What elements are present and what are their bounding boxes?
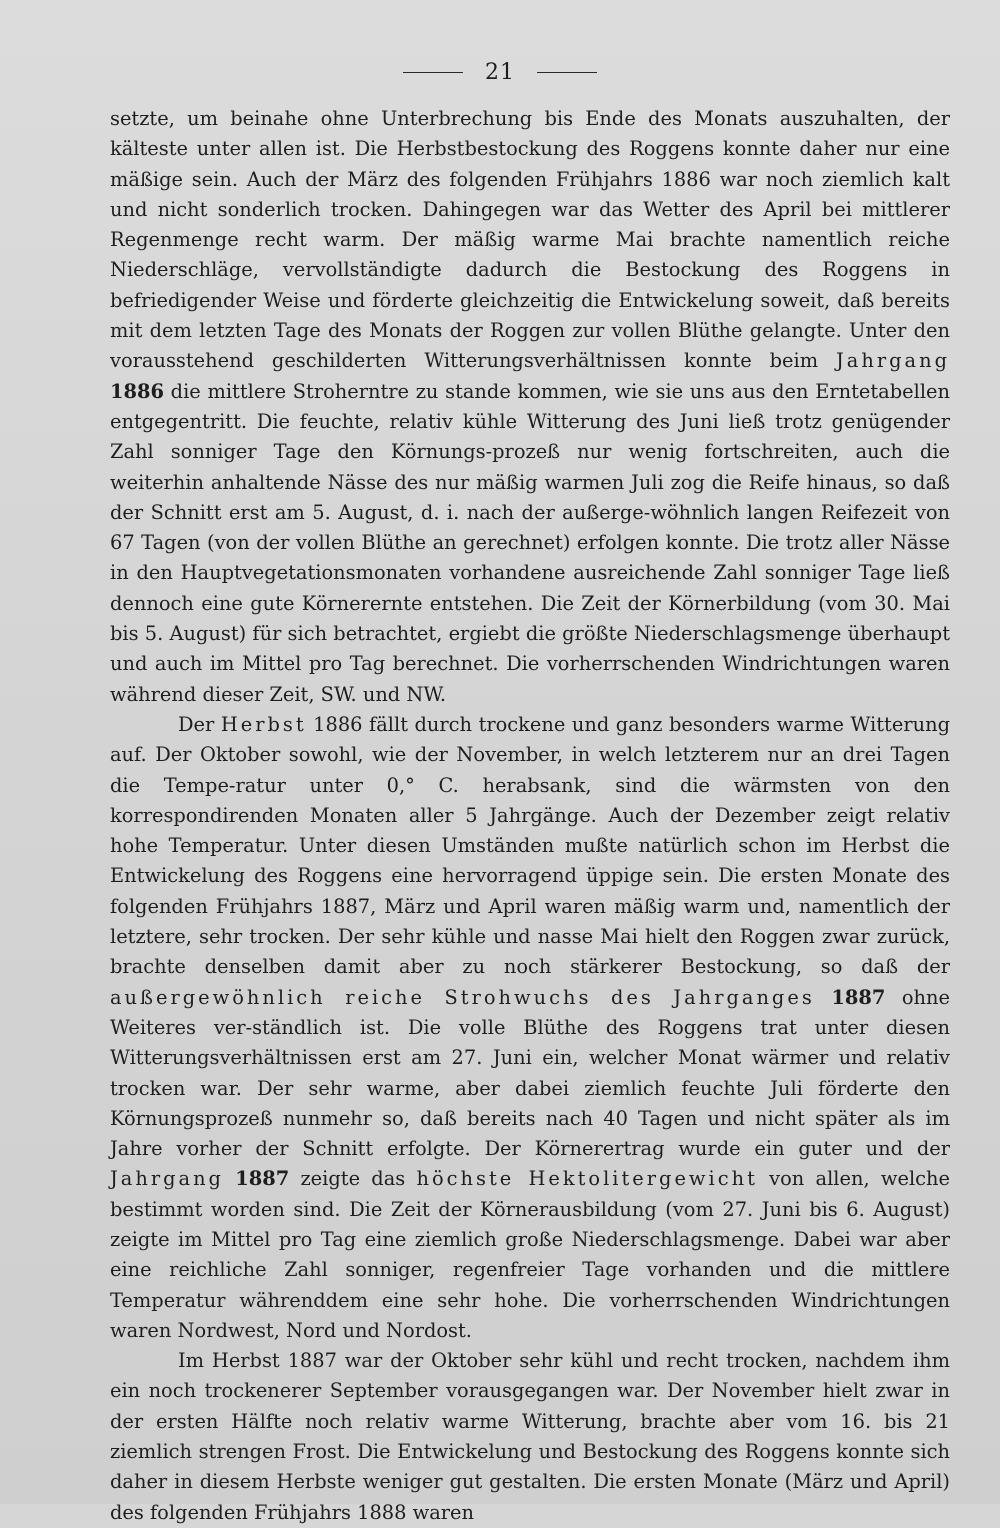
header-rule-right — [537, 72, 597, 73]
text-run: von allen, welche bestimmt worden sind. Die Zeit der Körnerausbildung (vom 27. Juni bis 6. August) zeigte im Mittel pro Tag eine ziemlich große Niederschlagsmenge. Dabei war aber eine reichliche Zahl sonniger, regenfreier Tage vorhanden und die mittlere Temperatur währenddem eine sehr hohe. Die vorherrschenden Windrichtungen waren Nordwest, Nord und Nordost. — [110, 1167, 950, 1342]
bold-text: 1886 — [110, 379, 164, 403]
paragraph — [110, 104, 950, 710]
paragraph — [110, 1346, 950, 1528]
body-text — [110, 104, 950, 1528]
header-rule-left — [403, 72, 463, 73]
text-run: setzte, um beinahe ohne Unterbrechung bis Ende des Monats auszuhalten, der kälteste unter allen ist. Die Herbstbestockung des Roggens konnte daher nur eine mäßige sein. Auch der März des folgenden Frühjahrs 1886 war noch ziemlich kalt und nicht sonderlich trocken. Dahingegen war das Wetter des April bei mittlerer Regenmenge recht warm. Der mäßig warme Mai brachte namentlich reiche Niederschläge, vervollständigte dadurch die Bestockung des Roggens in befriedigender Weise und förderte gleichzeitig die Entwickelung soweit, daß bereits mit dem letzten Tage des Monats der Roggen zur vollen Blüthe gelangte. Unter den vorausstehend geschilderten Witterungsverhältnissen konnte beim — [110, 107, 950, 373]
text-run: zeigte das — [289, 1167, 417, 1191]
bold-text: 1887 — [235, 1167, 290, 1191]
bold-text: 1887 — [831, 985, 886, 1009]
spaced-text: außergewöhnlich reiche Strohwuchs des Jahrganges — [110, 985, 815, 1009]
text-run: die mittlere Stroherntre zu stande kommen, wie sie uns aus den Erntetabellen entgegentritt. Die feuchte, relativ kühle Witterung des Juni ließ trotz genügender Zahl sonniger Tage den Körnungs-prozeß nur wenig fortschreiten, auch die weiterhin anhaltende Nässe des nur mäßig warmen Juli zog die Reife hinaus, so daß der Schnitt erst am 5. August, d. i. nach der außerge-wöhnlich langen Reifezeit von 67 Tagen (von der vollen Blüthe an gerechnet) erfolgen konnte. Die trotz aller Nässe in den Hauptvegetationsmonaten vorhandene ausreichende Zahl sonniger Tage ließ dennoch eine gute Körnerernte entstehen. Die Zeit der Körnerbildung (vom 30. Mai bis 5. August) für sich betrachtet, ergiebt die größte Niederschlagsmenge überhaupt und auch im Mittel pro Tag berechnet. Die vorherrschenden Windrichtungen waren während dieser Zeit, SW. und NW. — [110, 379, 950, 706]
text-run — [224, 1167, 235, 1190]
text-run — [815, 986, 832, 1009]
page-header — [0, 56, 1000, 88]
spaced-text: Herbst — [220, 712, 307, 736]
spaced-text: Jahrgang — [110, 1167, 224, 1191]
spaced-text: Jahrgang — [836, 349, 950, 373]
page-number: 21 — [485, 59, 515, 85]
text-run: Der — [178, 712, 221, 736]
paragraph — [110, 710, 950, 1346]
text-run: Im Herbst 1887 war der Oktober sehr kühl und recht trocken, nachdem ihm ein noch trockenerer September vorausgegangen war. Der November hielt zwar in der ersten Hälfte noch relativ warme Witterung, brachte aber vom 16. bis 21 ziemlich strengen Frost. Die Entwickelung und Bestockung des Roggens konnte sich daher in diesem Herbste weniger gut gestalten. Die ersten Monate (März und April) des folgenden Frühjahrs 1888 waren — [110, 1349, 950, 1524]
spaced-text: höchste Hektolitergewicht — [416, 1167, 758, 1191]
text-run: ohne Weiteres ver-ständlich ist. Die volle Blüthe des Roggens trat unter diesen Witterungsverhältnissen erst am 27. Juni ein, welcher Monat wärmer und relativ trocken war. Der sehr warme, aber dabei ziemlich feuchte Juli förderte den Körnungsprozeß nunmehr so, daß bereits nach 40 Tagen und nicht später als im Jahre vorher der Schnitt erfolgte. Der Körnerertrag wurde ein guter und der — [110, 985, 950, 1161]
text-run: 1886 fällt durch trockene und ganz besonders warme Witterung auf. Der Oktober sowohl, wie der November, in welch letzterem nur an drei Tagen die Tempe-ratur unter 0,° C. herabsank, sind die wärmsten von den korrespondirenden Monaten aller 5 Jahrgänge. Auch der Dezember zeigt relativ hohe Temperatur. Unter diesen Umständen mußte natürlich schon im Herbst die Entwickelung des Roggens eine hervorragend üppige sein. Die ersten Monate des folgenden Frühjahrs 1887, März und April waren mäßig warm und, namentlich der letztere, sehr trocken. Der sehr kühle und nasse Mai hielt den Roggen zwar zurück, brachte denselben damit aber zu noch stärkerer Bestockung, so daß der — [110, 712, 950, 979]
